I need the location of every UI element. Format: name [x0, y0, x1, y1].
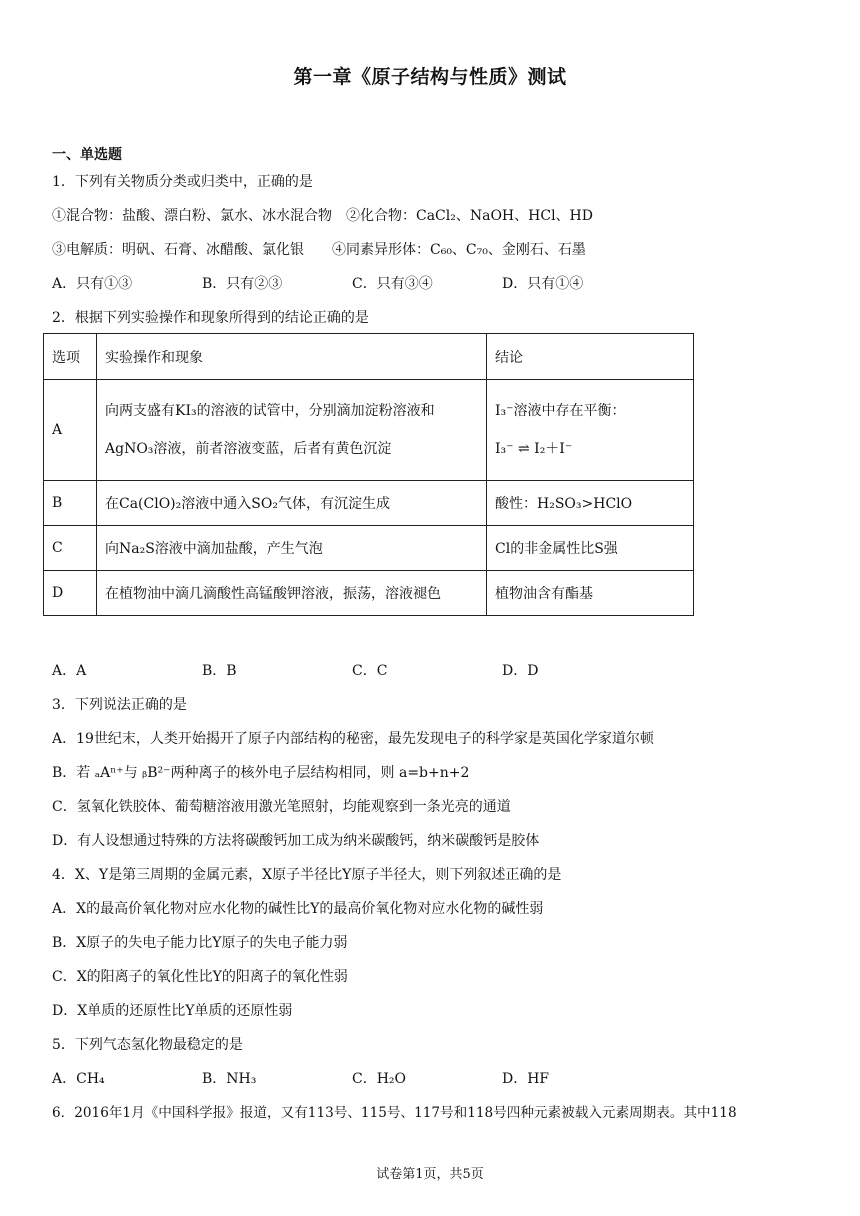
row-operation [97, 380, 487, 481]
row-conclusion: 植物油含有酯基 [487, 571, 694, 616]
q1-line2: ③电解质：明矾、石膏、冰醋酸、氯化银 ④同素异形体：C₆₀、C₇₀、金刚石、石墨 [52, 242, 586, 258]
q1-option-a: A．只有①③ [52, 276, 133, 292]
q2-stem: 2．根据下列实验操作和现象所得到的结论正确的是 [52, 310, 369, 326]
q3-option-b: B．若 ₐAⁿ⁺与 ᵦB²⁻两种离子的核外电子层结构相同，则 a=b+n+2 [52, 765, 470, 781]
q4-option-d: D．X单质的还原性比Y单质的还原性弱 [52, 1003, 293, 1019]
table-row [44, 380, 694, 481]
q2-option-b: B．B [202, 663, 237, 679]
operation-line: 向两支盛有KI₃的溶液的试管中，分别滴加淀粉溶液和 [105, 403, 435, 419]
q1-line1: ①混合物：盐酸、漂白粉、氯水、冰水混合物 ②化合物：CaCl₂、NaOH、HCl、HD [52, 208, 593, 224]
q1-option-d: D．只有①④ [502, 276, 584, 292]
row-key: C [44, 526, 97, 571]
table-row [44, 571, 694, 616]
q1-option-c: C．只有③④ [352, 276, 433, 292]
row-conclusion: Cl的非金属性比S强 [487, 526, 694, 571]
q3-option-c: C．氢氧化铁胶体、葡萄糖溶液用激光笔照射，均能观察到一条光亮的通道 [52, 799, 511, 815]
experiment-table [43, 333, 694, 616]
row-conclusion [487, 380, 694, 481]
q5-option-b: B．NH₃ [202, 1071, 257, 1087]
q5-option-c: C．H₂O [352, 1071, 407, 1087]
q2-option-d: D．D [502, 663, 539, 679]
row-key: D [44, 571, 97, 616]
header-conclusion: 结论 [487, 334, 694, 380]
header-option: 选项 [44, 334, 97, 380]
row-key: A [44, 380, 97, 481]
table-header-row [44, 334, 694, 380]
q1-option-b: B．只有②③ [202, 276, 283, 292]
header-operation: 实验操作和现象 [97, 334, 487, 380]
q5-option-a: A．CH₄ [52, 1071, 105, 1087]
q3-option-a: A．19世纪末，人类开始揭开了原子内部结构的秘密，最先发现电子的科学家是英国化学家道尔顿 [52, 731, 654, 747]
q1-stem: 1．下列有关物质分类或归类中，正确的是 [52, 174, 313, 190]
section-heading: 一、单选题 [52, 147, 122, 163]
q2-option-a: A．A [52, 663, 87, 679]
q4-option-b: B．X原子的失电子能力比Y原子的失电子能力弱 [52, 935, 348, 951]
q5-option-d: D．HF [502, 1071, 550, 1087]
operation-line: AgNO₃溶液，前者溶液变蓝，后者有黄色沉淀 [105, 441, 392, 457]
q4-option-a: A．X的最高价氧化物对应水化物的碱性比Y的最高价氧化物对应水化物的碱性弱 [52, 901, 544, 917]
q4-stem: 4．X、Y是第三周期的金属元素，X原子半径比Y原子半径大，则下列叙述正确的是 [52, 867, 562, 883]
row-key: B [44, 481, 97, 526]
conclusion-line: I₃⁻溶液中存在平衡： [495, 403, 626, 419]
row-operation: 在植物油中滴几滴酸性高锰酸钾溶液，振荡，溶液褪色 [97, 571, 487, 616]
equilibrium-equation: I₃⁻ ⇌ I₂＋I⁻ [495, 441, 573, 457]
q3-stem: 3．下列说法正确的是 [52, 697, 187, 713]
table-row [44, 481, 694, 526]
table-row [44, 526, 694, 571]
row-conclusion: 酸性：H₂SO₃>HClO [487, 481, 694, 526]
q5-stem: 5．下列气态氢化物最稳定的是 [52, 1037, 243, 1053]
q4-option-c: C．X的阳离子的氧化性比Y的阳离子的氧化性弱 [52, 969, 348, 985]
row-operation: 向Na₂S溶液中滴加盐酸，产生气泡 [97, 526, 487, 571]
page-footer: 试卷第1页，共5页 [376, 1167, 484, 1182]
q3-option-d: D．有人设想通过特殊的方法将碳酸钙加工成为纳米碳酸钙，纳米碳酸钙是胶体 [52, 833, 540, 849]
q2-option-c: C．C [352, 663, 388, 679]
row-operation: 在Ca(ClO)₂溶液中通入SO₂气体，有沉淀生成 [97, 481, 487, 526]
q6-stem: 6．2016年1月《中国科学报》报道，又有113号、115号、117号和118号四种元素被载入元素周期表。其中118 [52, 1105, 737, 1121]
page-title: 第一章《原子结构与性质》测试 [293, 66, 567, 88]
